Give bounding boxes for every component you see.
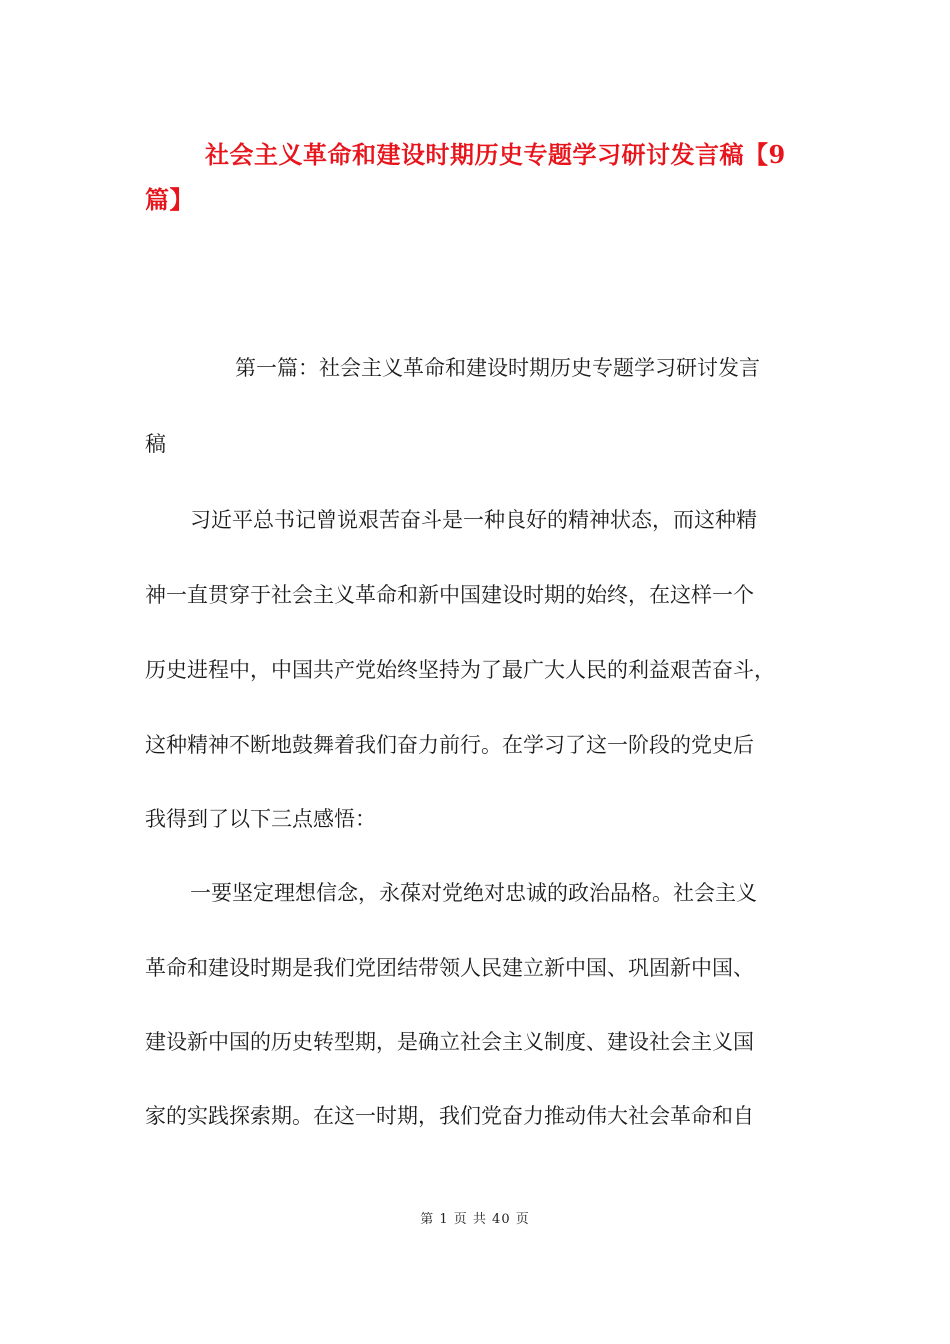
section-heading-line-2: 稿 (145, 432, 166, 456)
paragraph-2-line-3: 建设新中国的历史转型期，是确立社会主义制度、建设社会主义国 (145, 1030, 754, 1054)
section-heading-line-1: 第一篇：社会主义革命和建设时期历史专题学习研讨发言 (235, 356, 760, 380)
paragraph-1-line-2: 神一直贯穿于社会主义革命和新中国建设时期的始终，在这样一个 (145, 583, 754, 607)
paragraph-1-line-5: 我得到了以下三点感悟： (145, 807, 376, 831)
page-number-footer: 第 1 页 共 40 页 (420, 1212, 530, 1227)
paragraph-2-line-1: 一要坚定理想信念，永葆对党绝对忠诚的政治品格。社会主义 (190, 881, 757, 905)
document-title-line-1: 社会主义革命和建设时期历史专题学习研讨发言稿【9 (205, 140, 786, 169)
document-title-line-2: 篇】 (145, 185, 194, 214)
paragraph-1-line-3: 历史进程中，中国共产党始终坚持为了最广大人民的利益艰苦奋斗， (145, 658, 775, 682)
paragraph-1-line-1: 习近平总书记曾说艰苦奋斗是一种良好的精神状态，而这种精 (190, 508, 757, 532)
paragraph-2-line-2: 革命和建设时期是我们党团结带领人民建立新中国、巩固新中国、 (145, 956, 754, 980)
paragraph-2-line-4: 家的实践探索期。在这一时期，我们党奋力推动伟大社会革命和自 (145, 1104, 754, 1128)
paragraph-1-line-4: 这种精神不断地鼓舞着我们奋力前行。在学习了这一阶段的党史后 (145, 733, 754, 757)
